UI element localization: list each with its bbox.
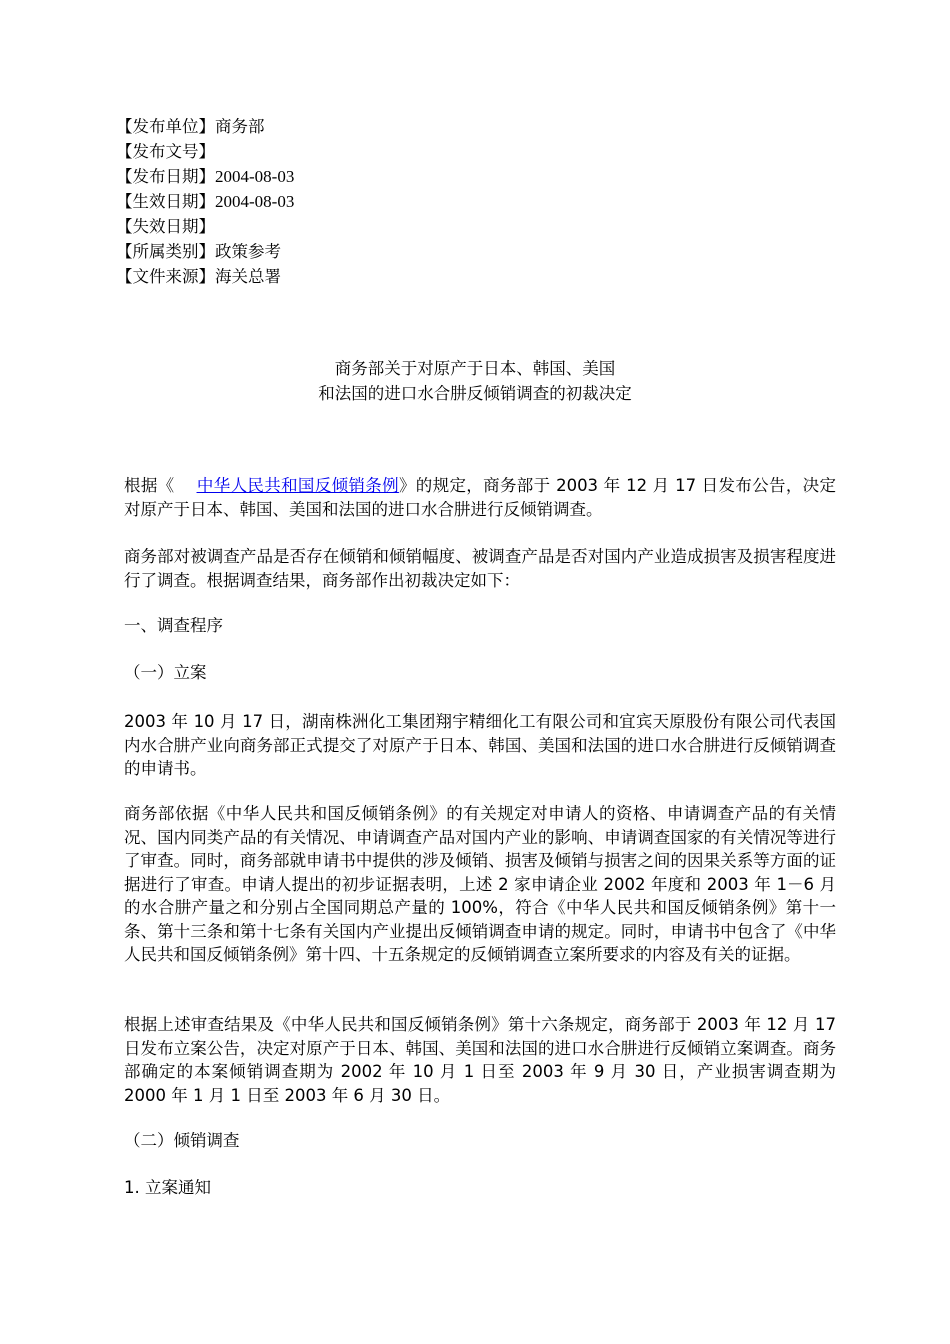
meta-label: 【发布日期】 (116, 167, 215, 186)
meta-value: 政策参考 (215, 242, 281, 261)
paragraph-1 (124, 474, 836, 521)
meta-value: 商务部 (215, 117, 265, 136)
paragraph-5: 根据上述审查结果及《中华人民共和国反倾销条例》第十六条规定，商务部于 2003 年 12 月 17 日发布立案公告，决定对原产于日本、韩国、美国和法国的进口水合肼进行反倾销立案调查。商务部确定的本案倾销调查期为 2002 年 10 月 1 日至 2003 年 9 月 30 日，产业损害调查期为 2000 年 1 月 1 日至 2003 年 6 月 30 日。 (124, 1015, 836, 1105)
subsection-heading-2: （二）倾销调查 (124, 1131, 240, 1150)
section-heading-1: 一、调查程序 (124, 616, 223, 635)
meta-label: 【失效日期】 (116, 217, 215, 236)
paragraph-2: 商务部对被调查产品是否存在倾销和倾销幅度、被调查产品是否对国内产业造成损害及损害程度进行了调查。根据调查结果，商务部作出初裁决定如下： (124, 547, 836, 590)
meta-category (116, 239, 294, 264)
item-heading-1: 1. 立案通知 (124, 1178, 211, 1197)
meta-value: 2004-08-03 (215, 192, 295, 211)
document-title (0, 356, 950, 406)
meta-publisher (116, 114, 294, 139)
title-line-2: 和法国的进口水合肼反倾销调查的初裁决定 (318, 384, 632, 403)
regulation-link[interactable]: 中华人民共和国反倾销条例 (196, 476, 399, 495)
subsection-heading-1: （一）立案 (124, 663, 207, 682)
paragraph-4: 商务部依据《中华人民共和国反倾销条例》的有关规定对申请人的资格、申请调查产品的有关情况、国内同类产品的有关情况、申请调查产品对国内产业的影响、申请调查国家的有关情况等进行了审查。同时，商务部就申请书中提供的涉及倾销、损害及倾销与损害之间的因果关系等方面的证据进行了审查。申请人提出的初步证据表明，上述 2 家申请企业 2002 年度和 2003 年 1－6 月的水合肼产量之和分别占全国同期总产量的 100%，符合《中华人民共和国反倾销条例》第十一条、第十三条和第十七条有关国内产业提出反倾销调查申请的规定。同时，申请书中包含了《中华人民共和国反倾销条例》第十四、十五条规定的反倾销调查立案所要求的内容及有关的证据。 (124, 804, 836, 964)
meta-label: 【生效日期】 (116, 192, 215, 211)
meta-effective-date (116, 189, 294, 214)
paragraph-3: 2003 年 10 月 17 日，湖南株洲化工集团翔宇精细化工有限公司和宜宾天原股份有限公司代表国内水合肼产业向商务部正式提交了对原产于日本、韩国、美国和法国的进口水合肼进行反倾销调查的申请书。 (124, 712, 836, 778)
paragraph-1-suffix: 》的规定，商务部于 2003 年 12 月 17 日发布公告，决定对原产于日本、韩国、美国和法国的进口水合肼进行反倾销调查。 (124, 476, 837, 519)
meta-publish-date (116, 164, 294, 189)
meta-value: 2004-08-03 (215, 167, 295, 186)
meta-doc-number (116, 139, 294, 164)
metadata-block (116, 114, 294, 289)
meta-source (116, 264, 294, 289)
meta-value: 海关总署 (215, 267, 281, 286)
meta-label: 【文件来源】 (116, 267, 215, 286)
paragraph-1-prefix: 根据《 (124, 476, 175, 495)
meta-label: 【所属类别】 (116, 242, 215, 261)
title-line-1: 商务部关于对原产于日本、韩国、美国 (334, 359, 616, 378)
meta-label: 【发布文号】 (116, 142, 215, 161)
meta-expiry-date (116, 214, 294, 239)
meta-label: 【发布单位】 (116, 117, 215, 136)
